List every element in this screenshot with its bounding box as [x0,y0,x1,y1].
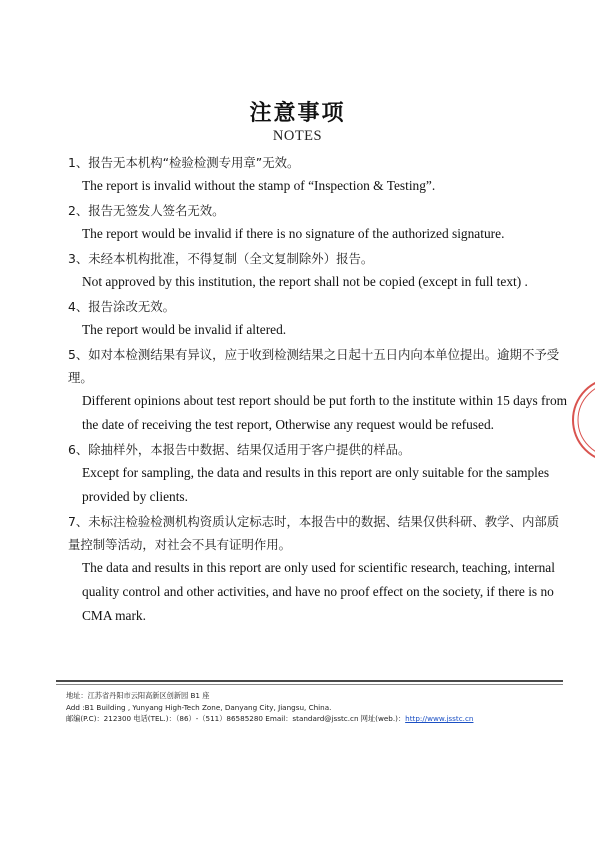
note-item-3 [68,247,568,294]
page-subtitle: NOTES [272,128,323,144]
footer-divider-thick [56,680,563,682]
note-item-6 [68,438,568,509]
footer-divider-thin [56,684,563,685]
footer-contact-text: 邮编(P.C)：212300 电话(TEL.)：（86）-（511）86585280 Email：standard@jsstc.cn 网址(web.)： [66,714,406,723]
note-zh: 5、如对本检测结果有异议，应于收到检测结果之日起十五日内向本单位提出。逾期不予受理。 [68,347,560,385]
note-zh: 3、未经本机构批准，不得复制（全文复制除外）报告。 [68,251,374,266]
note-en: The report would be invalid if there is no signature of the authorized signature. [82,226,505,241]
note-item-2 [68,199,568,246]
footer-address-en: Add :B1 Building , Yunyang High-Tech Zone, Danyang City, Jiangsu, China. [66,702,332,712]
note-en: Different opinions about test report should be put forth to the institute within 15 days from the date of receiving the test report, Otherwise any request would be refused. [82,393,568,432]
note-zh: 6、除抽样外，本报告中数据、结果仅适用于客户提供的样品。 [68,442,411,457]
page-title: 注意事项 [249,101,346,126]
note-en: The report would be invalid if altered. [82,322,287,337]
website-link[interactable]: http://www.jsstc.cn [405,714,474,723]
notes-list [68,150,568,629]
seal-stamp-icon [565,372,595,468]
note-zh: 1、报告无本机构“检验检测专用章”无效。 [68,155,300,170]
note-zh: 7、未标注检验检测机构资质认定标志时，本报告中的数据、结果仅供科研、教学、内部质量控制等活动，对社会不具有证明作用。 [68,514,560,552]
note-zh: 4、报告涂改无效。 [68,299,176,314]
note-item-5 [68,343,568,437]
note-en: Except for sampling, the data and results in this report are only suitable for the samples provided by clients. [82,465,550,504]
note-item-1 [68,151,568,198]
note-en: The data and results in this report are only used for scientific research, teaching, internal quality control and other activities, and have no proof effect on the society, if there is no CMA mark. [82,560,555,623]
footer-contact [66,713,566,725]
note-en: Not approved by this institution, the report shall not be copied (except in full text) . [82,274,528,289]
note-item-7 [68,510,568,628]
footer-address-zh: 地址：江苏省丹阳市云阳高新区创新园 B1 座 [66,691,210,700]
footer [66,690,566,725]
note-en: The report is invalid without the stamp of “Inspection & Testing”. [82,178,436,193]
note-zh: 2、报告无签发人签名无效。 [68,203,225,218]
note-item-4 [68,295,568,342]
